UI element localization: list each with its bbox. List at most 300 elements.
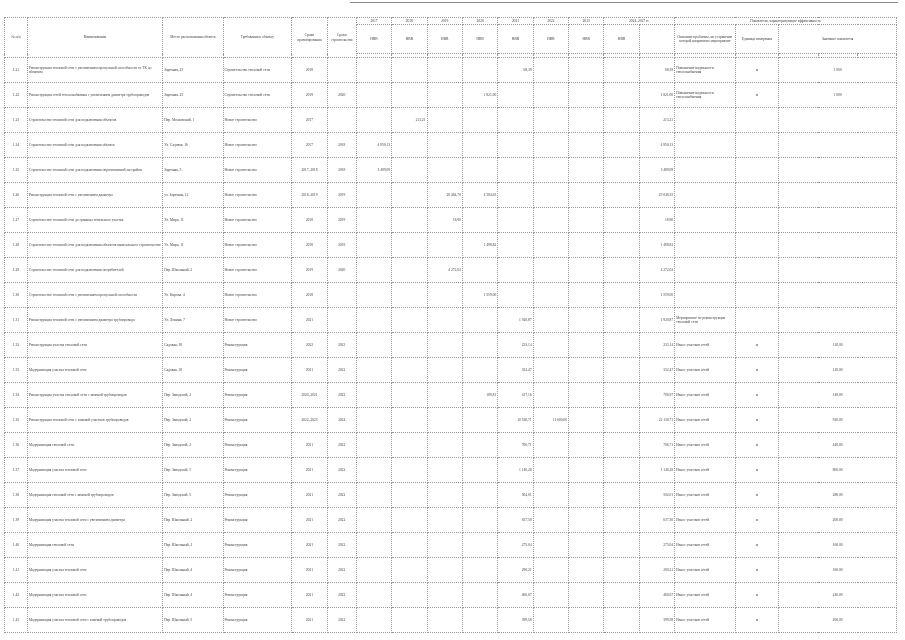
row-cost-cell: 637,50: [498, 508, 533, 533]
row-cost-cell: [533, 308, 568, 333]
row-cost-cell: [356, 308, 391, 333]
row-name: Реконструкция тепловой сети с увеличением диаметра: [27, 183, 162, 208]
row-cost-cell: [427, 483, 462, 508]
row-cost-cell: [569, 608, 604, 633]
row-cost-cell: 4 950,13: [356, 133, 391, 158]
table-row: [5, 533, 897, 558]
row-cost-cell: 290,21: [498, 558, 533, 583]
row-cost-cell: [498, 233, 533, 258]
row-cost-cell: [498, 133, 533, 158]
row-cost-cell: [604, 308, 639, 333]
row-cost-cell: [533, 108, 568, 133]
row-cost-cell: [604, 608, 639, 633]
row-effect: Износ участков сетей: [675, 508, 735, 533]
row-cost-cell: [498, 283, 533, 308]
row-cost-cell: [392, 533, 427, 558]
row-name: Реконструкция участка тепловой сети: [27, 333, 162, 358]
col-year: 2023: [569, 18, 604, 25]
row-effect: [675, 208, 735, 233]
row-cost-cell: [569, 133, 604, 158]
row-cost-cell: [427, 133, 462, 158]
col-sub: НВВ: [356, 25, 391, 54]
row-unit: [735, 108, 779, 133]
row-total: 18,90: [639, 208, 674, 233]
table-row: [5, 383, 897, 408]
row-cost-cell: [392, 483, 427, 508]
col-purpose: Требования к объекту: [223, 18, 292, 58]
row-cost-cell: [569, 308, 604, 333]
row-number: 1.24: [5, 133, 28, 158]
row-cost-cell: [356, 183, 391, 208]
row-cost-cell: [427, 433, 462, 458]
row-cost-cell: [427, 358, 462, 383]
row-cost-cell: [533, 483, 568, 508]
row-cost-cell: [569, 333, 604, 358]
row-year-design: 2017–2018: [292, 158, 327, 183]
row-name: Строительство тепловой сети для подключения перспективной застройки: [27, 158, 162, 183]
row-cost-cell: [356, 108, 391, 133]
row-unit: м: [735, 483, 779, 508]
row-cost-cell: [569, 508, 604, 533]
row-cost-cell: [604, 158, 639, 183]
row-year-design: 2017: [292, 133, 327, 158]
row-cost-cell: [533, 208, 568, 233]
row-number: 1.29: [5, 258, 28, 283]
row-cost-cell: [392, 158, 427, 183]
row-address: Заречная, 25: [163, 58, 223, 83]
row-value: [779, 308, 897, 333]
row-cost-cell: [462, 458, 497, 483]
row-address: Заречная, 5: [163, 158, 223, 183]
table-row: [5, 433, 897, 458]
row-total: 332,47: [639, 358, 674, 383]
row-cost-cell: [356, 233, 391, 258]
row-value: 160,00: [779, 558, 897, 583]
row-unit: м: [735, 333, 779, 358]
row-cost-cell: [569, 233, 604, 258]
row-cost-cell: [533, 558, 568, 583]
row-cost-cell: 1 920,87: [498, 308, 533, 333]
row-cost-cell: [604, 208, 639, 233]
row-cost-cell: [569, 183, 604, 208]
row-unit: м: [735, 558, 779, 583]
row-cost-cell: [462, 483, 497, 508]
row-cost-cell: [427, 233, 462, 258]
row-value: 160,00: [779, 533, 897, 558]
row-unit: м: [735, 408, 779, 433]
row-cost-cell: [427, 283, 462, 308]
row-year-build: 2022: [327, 433, 356, 458]
row-name: Реконструкция тепловой сети с увеличением диаметра трубопровода: [27, 308, 162, 333]
row-value: [779, 233, 897, 258]
row-cost-cell: [498, 83, 533, 108]
row-purpose: Новое строительство: [223, 133, 292, 158]
row-total: 1 821,00: [639, 83, 674, 108]
row-cost-cell: [392, 283, 427, 308]
row-cost-cell: 213,21: [392, 108, 427, 133]
row-number: 1.32: [5, 333, 28, 358]
row-cost-cell: [356, 508, 391, 533]
row-cost-cell: [533, 358, 568, 383]
row-cost-cell: [604, 83, 639, 108]
table-row: [5, 233, 897, 258]
row-cost-cell: 4 272,03: [427, 258, 462, 283]
row-cost-cell: 399,58: [498, 608, 533, 633]
row-cost-cell: [498, 158, 533, 183]
row-cost-cell: [392, 233, 427, 258]
row-cost-cell: [356, 408, 391, 433]
row-cost-cell: [392, 433, 427, 458]
row-cost-cell: [427, 458, 462, 483]
row-year-design: 2021: [292, 508, 327, 533]
row-number: 1.25: [5, 158, 28, 183]
col-year: 2021: [498, 18, 533, 25]
row-year-build: 2019: [327, 233, 356, 258]
row-cost-cell: [569, 283, 604, 308]
row-cost-cell: [462, 608, 497, 633]
row-name: Модернизация участка тепловой сети: [27, 358, 162, 383]
col-num: № п/п: [5, 18, 28, 58]
row-cost-cell: [604, 283, 639, 308]
row-value: [779, 258, 897, 283]
row-unit: м: [735, 83, 779, 108]
col-year: 2019: [427, 18, 462, 25]
col-sub: НВВ: [392, 25, 427, 54]
row-cost-cell: [604, 233, 639, 258]
row-address: Пер. Школьный, 4: [163, 558, 223, 583]
row-value: 1 000: [779, 58, 897, 83]
row-cost-cell: 11 600,00: [533, 408, 568, 433]
row-cost-cell: [392, 258, 427, 283]
row-address: Садовая, 18: [163, 358, 223, 383]
row-cost-cell: [533, 158, 568, 183]
row-number: 1.23: [5, 108, 28, 133]
row-unit: м: [735, 458, 779, 483]
col-sub: НВВ: [462, 25, 497, 54]
row-effect: Износ участков сетей: [675, 558, 735, 583]
row-year-build: 2022: [327, 508, 356, 533]
row-address: Пер. Московский, 1: [163, 108, 223, 133]
row-cost-cell: 233,14: [498, 333, 533, 358]
row-cost-cell: [533, 258, 568, 283]
col-sub: [639, 25, 674, 54]
row-unit: м: [735, 508, 779, 533]
row-address: Пер. Заводской, 5: [163, 458, 223, 483]
row-cost-cell: [392, 358, 427, 383]
row-purpose: Строительство тепловой сети: [223, 58, 292, 83]
row-cost-cell: [392, 458, 427, 483]
row-cost-cell: 189,81: [462, 383, 497, 408]
effects-group-header: Показатели, характеризующие эффективность: [675, 18, 897, 25]
row-cost-cell: [356, 458, 391, 483]
row-number: 1.41: [5, 558, 28, 583]
row-cost-cell: [569, 583, 604, 608]
row-value: [779, 283, 897, 308]
row-year-build: 2022: [327, 383, 356, 408]
row-effect: Износ участков сетей: [675, 608, 735, 633]
row-name: Строительство тепловой сети для подключения объектов: [27, 108, 162, 133]
row-unit: м: [735, 58, 779, 83]
row-cost-cell: [462, 508, 497, 533]
col-sub: НВВ: [569, 25, 604, 54]
table-row: [5, 608, 897, 633]
row-total: 1 920,87: [639, 308, 674, 333]
row-address: Пер. Школьный, 2: [163, 258, 223, 283]
row-value: 128,00: [779, 358, 897, 383]
row-cost-cell: [533, 383, 568, 408]
row-cost-cell: [392, 208, 427, 233]
row-cost-cell: [356, 58, 391, 83]
row-value: [779, 183, 897, 208]
row-unit: м: [735, 608, 779, 633]
table-row: [5, 258, 897, 283]
row-total: 22 130,71: [639, 408, 674, 433]
row-total: 3 489,09: [639, 158, 674, 183]
row-cost-cell: [604, 383, 639, 408]
table-row: [5, 458, 897, 483]
row-cost-cell: [569, 83, 604, 108]
row-year-build: [327, 308, 356, 333]
row-cost-cell: [604, 433, 639, 458]
row-cost-cell: [427, 608, 462, 633]
row-effect: [675, 158, 735, 183]
table-row: [5, 133, 897, 158]
row-year-build: [327, 108, 356, 133]
table-row: [5, 408, 897, 433]
table-row: [5, 83, 897, 108]
row-effect: [675, 133, 735, 158]
row-number: 1.36: [5, 433, 28, 458]
col-name: Наименование: [27, 18, 162, 58]
row-cost-cell: [427, 158, 462, 183]
row-cost-cell: [356, 608, 391, 633]
row-cost-cell: [533, 433, 568, 458]
row-address: Пер. Школьный, 2: [163, 508, 223, 533]
row-year-build: 2022: [327, 483, 356, 508]
row-year-design: 2021: [292, 433, 327, 458]
row-cost-cell: [604, 58, 639, 83]
row-effect: [675, 108, 735, 133]
row-year-design: 2021: [292, 358, 327, 383]
row-effect: Износ участков сетей: [675, 433, 735, 458]
row-cost-cell: [569, 158, 604, 183]
row-cost-cell: [427, 83, 462, 108]
row-total: 4 272,03: [639, 258, 674, 283]
row-total: 1 140,28: [639, 458, 674, 483]
row-year-design: 2019: [292, 258, 327, 283]
row-cost-cell: [604, 458, 639, 483]
row-number: 1.37: [5, 458, 28, 483]
col-unit: Единица измерения: [735, 25, 779, 54]
row-name: Модернизация тепловой сети: [27, 533, 162, 558]
col-address: Место расположения объекта: [163, 18, 223, 58]
row-total: 1 498,82: [639, 233, 674, 258]
row-effect: Износ участков сетей: [675, 458, 735, 483]
row-total: 4 950,13: [639, 133, 674, 158]
row-cost-cell: [427, 333, 462, 358]
row-total: 233,14: [639, 333, 674, 358]
row-cost-cell: [356, 358, 391, 383]
row-cost-cell: [569, 433, 604, 458]
row-cost-cell: 1 821,00: [462, 83, 497, 108]
col-sub: НВВ: [604, 25, 639, 54]
row-name: Строительство тепловой сети до границы земельного участка: [27, 208, 162, 233]
row-total: 460,67: [639, 583, 674, 608]
col-year: 2020: [462, 18, 497, 25]
row-cost-cell: [604, 508, 639, 533]
row-cost-cell: 1 140,28: [498, 458, 533, 483]
row-cost-cell: [462, 258, 497, 283]
row-year-design: 2021: [292, 308, 327, 333]
row-cost-cell: [604, 408, 639, 433]
row-cost-cell: [356, 433, 391, 458]
row-name: Реконструкция участка тепловой сети с заменой трубопроводов: [27, 383, 162, 408]
row-address: Пер. Заводской, 2: [163, 383, 223, 408]
table-row: [5, 308, 897, 333]
col-sub: НВВ: [427, 25, 462, 54]
table-row: [5, 108, 897, 133]
row-unit: [735, 208, 779, 233]
row-cost-cell: [533, 233, 568, 258]
row-year-design: 2021: [292, 558, 327, 583]
row-year-build: 2020: [327, 83, 356, 108]
row-cost-cell: [533, 83, 568, 108]
row-cost-cell: [533, 183, 568, 208]
row-cost-cell: [462, 108, 497, 133]
row-cost-cell: [498, 108, 533, 133]
row-year-design: 2022: [292, 333, 327, 358]
row-purpose: Новое строительство: [223, 233, 292, 258]
row-number: 1.39: [5, 508, 28, 533]
row-year-build: [327, 58, 356, 83]
row-cost-cell: [569, 358, 604, 383]
row-cost-cell: [427, 383, 462, 408]
table-row: [5, 483, 897, 508]
row-cost-cell: 275,04: [498, 533, 533, 558]
row-year-build: 2018: [327, 158, 356, 183]
row-effect: Износ участков сетей: [675, 408, 735, 433]
row-name: Реконструкция тепловой сети с увеличением пропускной способности от ТК до абонента: [27, 58, 162, 83]
row-total: 275,04: [639, 533, 674, 558]
row-cost-cell: [427, 58, 462, 83]
row-address: Пер. Заводской, 5: [163, 483, 223, 508]
row-cost-cell: [604, 483, 639, 508]
row-cost-cell: [462, 433, 497, 458]
row-value: 1 000: [779, 83, 897, 108]
row-cost-cell: [392, 383, 427, 408]
row-cost-cell: [462, 158, 497, 183]
row-address: Пер. Заводской, 2: [163, 433, 223, 458]
row-effect: Износ участков сетей: [675, 583, 735, 608]
col-year: 2022: [533, 18, 568, 25]
row-cost-cell: 18,90: [427, 208, 462, 233]
row-cost-cell: [604, 333, 639, 358]
row-cost-cell: [427, 408, 462, 433]
row-value: 440,00: [779, 433, 897, 458]
row-cost-cell: [533, 583, 568, 608]
row-number: 1.22: [5, 83, 28, 108]
col-years-build: Сроки строительства: [327, 18, 356, 58]
row-year-build: 2020: [327, 258, 356, 283]
row-name: Модернизация участка тепловой сети: [27, 583, 162, 608]
table-row: [5, 358, 897, 383]
row-total: 213,21: [639, 108, 674, 133]
row-address: Пер. Школьный, 4: [163, 583, 223, 608]
row-year-build: 2022: [327, 558, 356, 583]
row-value: 140,00: [779, 383, 897, 408]
row-cost-cell: 332,47: [498, 358, 533, 383]
row-name: Реконструкция тепловой сети с заменой участков трубопроводов: [27, 408, 162, 433]
row-number: 1.21: [5, 58, 28, 83]
row-effect: Износ участков сетей: [675, 358, 735, 383]
row-purpose: Новое строительство: [223, 258, 292, 283]
row-total: 68,39: [639, 58, 674, 83]
row-total: 25 049,35: [639, 183, 674, 208]
row-year-design: 2018–2019: [292, 183, 327, 208]
row-year-design: 2022–2023: [292, 408, 327, 433]
row-value: [779, 208, 897, 233]
row-cost-cell: [392, 608, 427, 633]
table-row: [5, 583, 897, 608]
row-cost-cell: [604, 133, 639, 158]
row-address: Садовая, 18: [163, 333, 223, 358]
row-year-build: 2023: [327, 333, 356, 358]
row-cost-cell: [604, 183, 639, 208]
row-year-design: 2021: [292, 458, 327, 483]
row-unit: м: [735, 533, 779, 558]
row-address: Ул. Ленина, 7: [163, 308, 223, 333]
row-cost-cell: [462, 558, 497, 583]
row-cost-cell: [498, 208, 533, 233]
row-cost-cell: [356, 208, 391, 233]
row-cost-cell: [462, 408, 497, 433]
row-value: 200,00: [779, 508, 897, 533]
row-year-build: 2018: [327, 133, 356, 158]
row-address: Пер. Заводской, 2: [163, 408, 223, 433]
row-unit: [735, 258, 779, 283]
row-address: Пер. Школьный, 5: [163, 608, 223, 633]
row-total: 502,01: [639, 483, 674, 508]
row-value: [779, 158, 897, 183]
row-total: 706,97: [639, 383, 674, 408]
row-purpose: Реконструкция: [223, 358, 292, 383]
row-unit: [735, 183, 779, 208]
col-value: Значение показателя: [779, 25, 897, 54]
row-purpose: Реконструкция: [223, 458, 292, 483]
row-purpose: Новое строительство: [223, 183, 292, 208]
row-effect: Повышение надежности теплоснабжения: [675, 83, 735, 108]
row-cost-cell: [392, 558, 427, 583]
row-name: Строительство тепловой сети для подключения объектов капитального строительства: [27, 233, 162, 258]
row-name: Строительство тепловой сети для подключения потребителей: [27, 258, 162, 283]
row-purpose: Новое строительство: [223, 283, 292, 308]
row-year-build: 2019: [327, 208, 356, 233]
row-value: 128,00: [779, 333, 897, 358]
row-cost-cell: [392, 308, 427, 333]
row-cost-cell: [498, 183, 533, 208]
row-cost-cell: [392, 508, 427, 533]
row-year-design: 2018: [292, 283, 327, 308]
row-purpose: Реконструкция: [223, 533, 292, 558]
row-number: 1.40: [5, 533, 28, 558]
row-year-build: 2022: [327, 358, 356, 383]
row-cost-cell: [392, 333, 427, 358]
row-cost-cell: [356, 533, 391, 558]
row-cost-cell: [462, 358, 497, 383]
row-year-design: 2021: [292, 608, 327, 633]
row-number: 1.26: [5, 183, 28, 208]
row-year-build: [327, 283, 356, 308]
